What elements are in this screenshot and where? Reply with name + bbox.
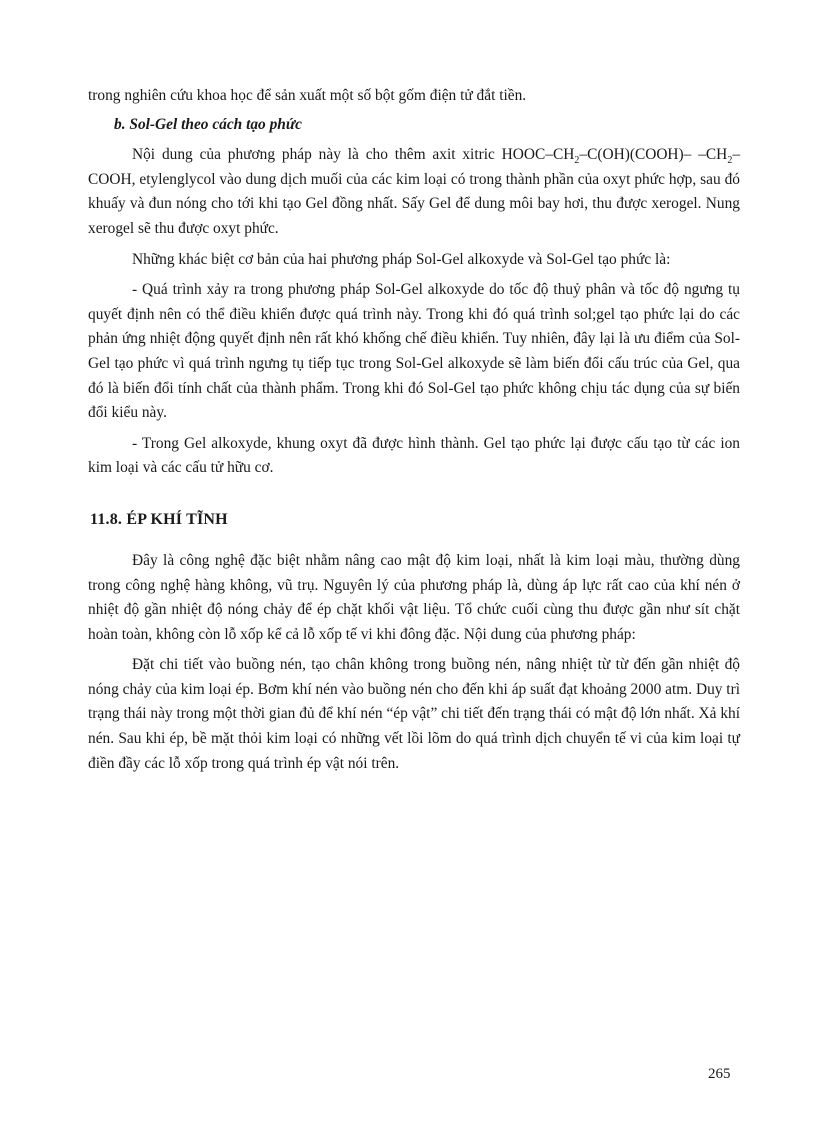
page-body <box>88 84 740 776</box>
section-title: 11.8. ÉP KHÍ TĨNH <box>90 510 228 528</box>
paragraph-difference-2: - Trong Gel alkoxyde, khung oxyt đã được hình thành. Gel tạo phức lại được cấu tạo từ các ion kim loại và các cấu tử hữu cơ. <box>88 434 740 477</box>
paragraph-hip-intro: Đây là công nghệ đặc biệt nhằm nâng cao mật độ kim loại, nhất là kim loại màu, thường dùng trong công nghệ hàng không, vũ trụ. Nguyên lý của phương pháp là, dùng áp lực rất cao của khí nén ở nhiệt độ gần nhiệt độ nóng chảy để ép chặt khối vật liệu. Tổ chức cuối cùng thu được gần như sít chặt hoàn toàn, không còn lỗ xốp kể cả lỗ xốp tế vi khi đông đặc. Nội dung của phương pháp: <box>88 551 740 643</box>
page-number: 265 <box>708 1066 731 1082</box>
subheading-sol-gel-complex: b. Sol-Gel theo cách tạo phức <box>114 115 302 133</box>
paragraph-method-content: Nội dung của phương pháp này là cho thêm axit xitric HOOC–$CH_2-C(OH)(COOH)-$ $-CH_2$–COOH, etylenglycol vào dung dịch muối của các kim loại có trong thành phần của oxyt phức hợp, sau đó khuấy và đun nóng cho tới khi tạo Gel đồng nhất. Sấy Gel để dung môi bay hơi, thu được xerogel. Nung xerogel sẽ thu được oxyt phức. <box>88 146 741 237</box>
paragraph-hip-procedure: Đặt chi tiết vào buồng nén, tạo chân không trong buồng nén, nâng nhiệt từ từ đến gần nhiệt độ nóng chảy của kim loại ép. Bơm khí nén vào buồng nén cho đến khi áp suất đạt khoảng 2000 atm. Duy trì trạng thái này trong một thời gian đủ để khí nén “ép vật” chi tiết đến trạng thái có mật độ lớn nhất. Xả khí nén. Sau khi ép, bề mặt thỏi kim loại có những vết lồi lõm do quá trình dịch chuyển tế vi của kim loại tự điền đầy các lỗ xốp trong quá trình ép vật nói trên. <box>88 656 740 772</box>
paragraph-continuation: trong nghiên cứu khoa học để sản xuất một số bột gốm điện tử đắt tiền. <box>88 87 527 104</box>
paragraph-differences-intro: Những khác biệt cơ bản của hai phương pháp Sol-Gel alkoxyde và Sol-Gel tạo phức là: <box>132 250 671 268</box>
paragraph-difference-1: - Quá trình xảy ra trong phương pháp Sol-Gel alkoxyde do tốc độ thuỷ phân và tốc độ ngưng tụ quyết định nên có thể điều khiển được quá trình này. Trong khi đó quá trình sol;gel tạo phức lại do các phản ứng nhiệt động quyết định nên rất khó khống chế điều khiển. Tuy nhiên, đây lại là ưu điểm của Sol-Gel tạo phức vì quá trình ngưng tụ tiếp tục trong Sol-Gel alkoxyde sẽ làm biến đổi cấu trúc của Gel, qua đó là biến đổi tính chất của thành phẩm. Trong khi đó Sol-Gel tạo phức không chịu tác dụng của sự biến đổi kiểu này. <box>88 281 740 422</box>
